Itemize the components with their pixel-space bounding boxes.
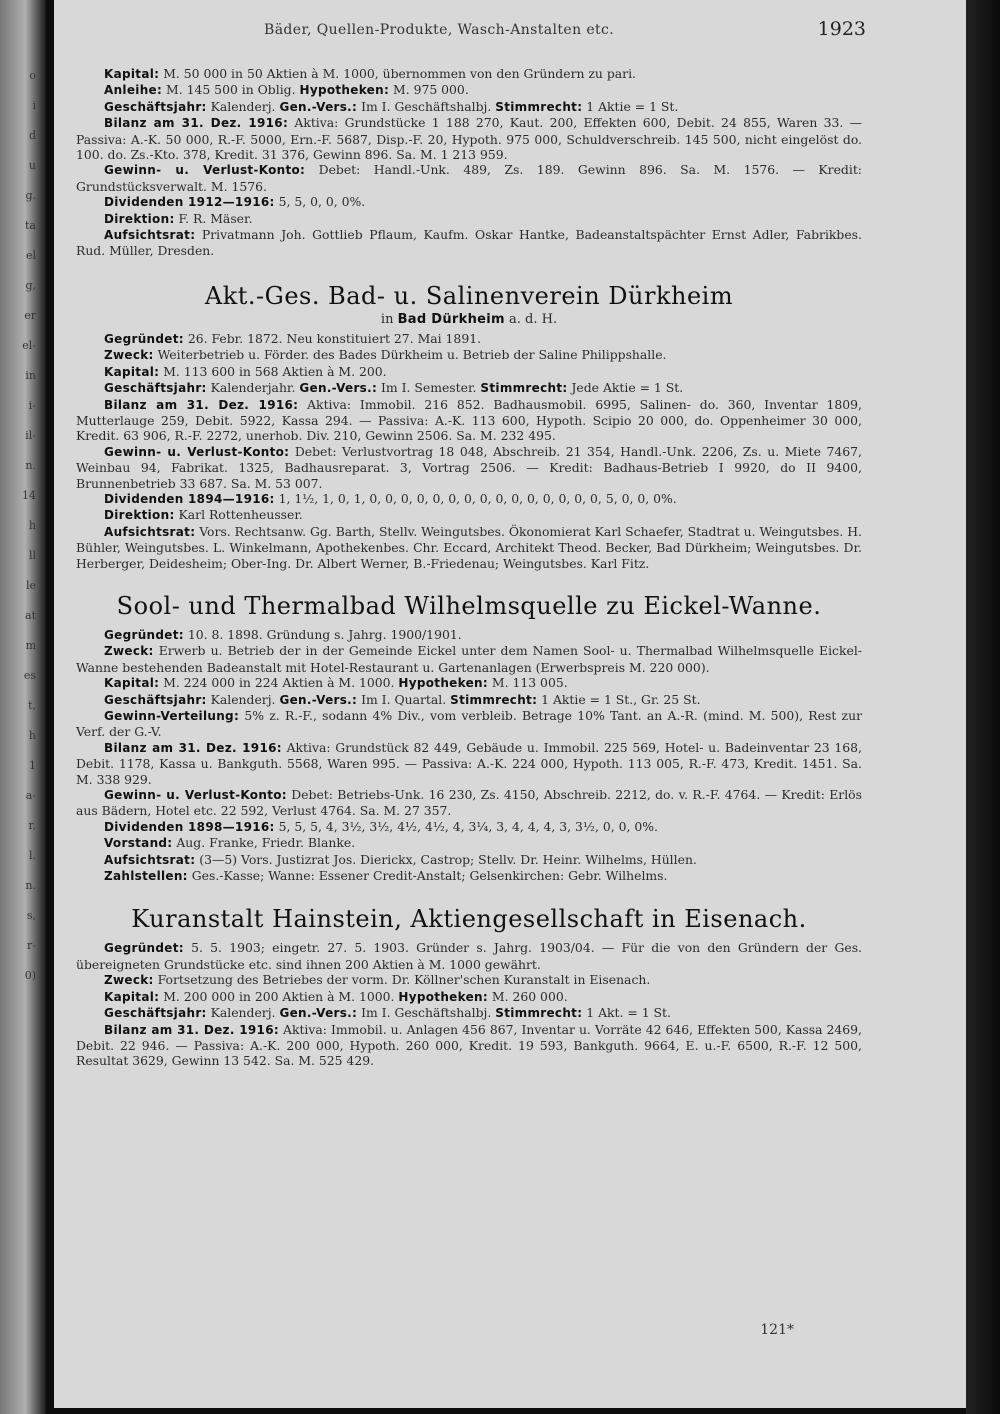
entry-label: Geschäftsjahr: (104, 1006, 207, 1021)
entry-text: M. 200 000 in 200 Aktien à M. 1000. (163, 988, 395, 1004)
subtitle-place: Bad Dürkheim (397, 311, 505, 327)
entry-label: Hypotheken: (398, 676, 488, 691)
margin-fragment: l. (28, 849, 36, 862)
entry (76, 787, 862, 819)
entry-text: 1 Aktie = 1 St., Gr. 25 St. (541, 691, 701, 707)
entry-text: Kalenderj. (210, 98, 276, 114)
section-hainstein (76, 940, 862, 1068)
entry-label: Stimmrecht: (450, 692, 538, 707)
margin-fragment: in (25, 369, 36, 382)
entry-text: Karl Rottenheusser. (178, 507, 303, 523)
entry-label: Dividenden 1898—1916: (104, 819, 275, 834)
document-page (54, 0, 966, 1408)
entry (76, 835, 862, 851)
section-title-hainstein: Kuranstalt Hainstein, Aktiengesellschaft in Eisenach. (131, 905, 807, 934)
section-continuation (76, 66, 862, 259)
margin-fragment: 1 (29, 759, 36, 772)
entry-text: Kalenderj. (210, 691, 276, 707)
entry-label: Gewinn- u. Verlust-Konto: (104, 788, 287, 803)
margin-fragment: el- (22, 339, 36, 352)
entry-label: Gewinn-Verteilung: (104, 709, 240, 723)
entry-text: Aktiva: Immobil. 216 852. Badhausmobil. 6995, Salinen- do. 360, Inventar 1809, Mutterlauge 259, Debit. 5922, Kassa 294. — Passiva: A.-K. 113 600, Hypoth. Scipio 20 000, do. Oppenheimer 30 000, Kredit. 63 906, R.-F. 2272, unerhob. Div. 210, Gewinn 2506. Sa. M. 232 495. (76, 396, 862, 444)
running-head (54, 18, 966, 46)
entry-label: Kapital: (104, 676, 160, 691)
entry-label: Hypotheken: (299, 83, 390, 98)
margin-fragment: n. (25, 459, 36, 472)
margin-fragment: n. (25, 879, 36, 892)
entry (76, 211, 862, 227)
entry (76, 227, 862, 259)
entry (76, 675, 862, 691)
entry-label: Gen.-Vers.: (279, 692, 358, 707)
margin-fragment: il- (25, 429, 36, 442)
section-subtitle-duerkheim (76, 311, 862, 329)
entry (76, 852, 862, 868)
entry-text: Im I. Quartal. (361, 691, 447, 707)
entry-text: 5. 5. 1903; eingetr. 27. 5. 1903. Gründer s. Jahrg. 1903/04. — Für die von den Gründern der Ges. übereigneten Grundstücke etc. sind ihnen 200 Aktien à M. 1000 gewährt. (76, 940, 862, 972)
entry-label: Gewinn- u. Verlust-Konto: (104, 444, 290, 459)
entry-text: Aktiva: Grundstücke 1 188 270, Kaut. 200, Effekten 600, Debit. 24 855, Waren 33. — Passiva: A.-K. 50 000, R.-F. 5000, Ern.-F. 5687, Disp.-F. 20, Hypoth. 975 000, Schuldverschreib. 145 500, nicht eingelöst do. 100. do. Zs.-Kto. 378, Kredit. 31 376, Gewinn 896. Sa. M. 1 213 959. (76, 115, 862, 163)
entry-label: Gen.-Vers.: (299, 381, 378, 396)
entry-label: Kapital: (104, 67, 160, 81)
entry-text: M. 113 600 in 568 Aktien à M. 200. (163, 363, 387, 379)
entry-text: Jede Aktie = 1 St. (571, 380, 684, 396)
entry-label: Gegründet: (104, 627, 184, 642)
margin-fragment: i (32, 99, 36, 112)
entry-label: Aufsichtsrat: (104, 228, 196, 243)
entry-label: Zweck: (104, 348, 154, 363)
subtitle-prefix: in (380, 311, 394, 327)
entry-label: Kapital: (104, 364, 160, 379)
entry-text: Im I. Semester. (381, 380, 477, 396)
entry-text: M. 224 000 in 224 Aktien à M. 1000. (163, 675, 395, 691)
margin-fragment: d (28, 129, 36, 142)
margin-fragment: 14 (22, 489, 36, 502)
entry-text: Vors. Rechtsanw. Gg. Barth, Stellv. Weingutsbes. Ökonomierat Karl Schaefer, Stadtrat u. Weingutsbes. H. Bühler, Weingutsbes. L. Winkelmann, Apothekenbes. Chr. Eccard, Architekt Theod. Becker, Bad Dürkheim; Weingutsbes. Dr. Herberger, Deidesheim; Ober-Ing. Dr. Albert Werner, B.-Friedenau; Weingutsbes. Karl Fitz. (76, 523, 862, 571)
margin-fragment: u (28, 159, 36, 172)
entry-text: Fortsetzung des Betriebes der vorm. Dr. Köllner'schen Kuranstalt in Eisenach. (157, 972, 651, 988)
margin-fragment: le (25, 579, 36, 592)
entry-label: Gegründet: (104, 331, 184, 346)
margin-fragment: 0) (24, 969, 36, 982)
entry-label: Geschäftsjahr: (104, 99, 207, 114)
entry (76, 194, 862, 210)
entry (76, 708, 862, 740)
entry-text: 1 Aktie = 1 St. (586, 98, 679, 114)
entry-text: Ges.-Kasse; Wanne: Essener Credit-Anstalt; Gelsenkirchen: Gebr. Wilhelms. (191, 868, 668, 884)
entry-label: Kapital: (104, 989, 160, 1004)
entry (76, 627, 862, 643)
entry-text: 5, 5, 5, 4, 3½, 3½, 4½, 4½, 4, 3¼, 3, 4, 4, 4, 3, 3½, 0, 0, 0%. (278, 818, 658, 834)
page-number: 1923 (817, 18, 866, 40)
entry-label: Vorstand: (104, 836, 173, 851)
subtitle-suffix: a. d. H. (509, 311, 558, 327)
entry-text: 1 Akt. = 1 St. (586, 1005, 671, 1021)
adjacent-page-strip (0, 0, 46, 1414)
margin-fragment: t, (28, 699, 36, 712)
signature-mark: 121* (760, 1322, 794, 1338)
entry (76, 162, 862, 194)
entry-label: Zweck: (104, 644, 154, 659)
entry (76, 524, 862, 571)
margin-fragment: es (23, 669, 36, 682)
entry-text: 1, 1½, 1, 0, 1, 0, 0, 0, 0, 0, 0, 0, 0, 0, 0, 0, 0, 0, 0, 0, 5, 0, 0, 0%. (278, 490, 677, 506)
entry-label: Hypotheken: (398, 989, 488, 1004)
entry-text: Aug. Franke, Friedr. Blanke. (176, 835, 356, 851)
margin-fragment: o (29, 69, 36, 82)
margin-fragment: er (24, 309, 36, 322)
margin-fragment: ll (28, 549, 36, 562)
entry (76, 115, 862, 162)
margin-fragment: g. (25, 189, 36, 202)
entry-label: Anleihe: (104, 83, 163, 98)
entry-text: 26. Febr. 1872. Neu konstituiert 27. Mai 1891. (187, 330, 482, 346)
entry-text: Debet: Betriebs-Unk. 16 230, Zs. 4150, Abschreib. 2212, do. v. R.-F. 4764. — Kredit: Erlös aus Bädern, Hotel etc. 22 592, Verlust 4764. Sa. M. 27 357. (76, 787, 862, 819)
margin-fragment: el (25, 249, 36, 262)
section-duerkheim (76, 331, 862, 571)
entry (76, 740, 862, 787)
entry-text: 5% z. R.-F., sodann 4% Div., vom verbleib. Betrage 10% Tant. an A.-R. (mind. M. 500), Rest zur Verf. der G.-V. (76, 708, 862, 740)
entry-text: Im I. Geschäftshalbj. (361, 98, 492, 114)
entry-label: Gen.-Vers.: (279, 1006, 358, 1021)
entry-text: Aktiva: Immobil. u. Anlagen 456 867, Inventar u. Vorräte 42 646, Effekten 500, Kassa 2469, Debit. 22 946. — Passiva: A.-K. 200 000, Hypoth. 260 000, Kredit. 19 593, Bankguth. 9664, E. u.-F. 6500, R.-F. 12 500, Resultat 3629, Gewinn 13 542. Sa. M. 525 429. (76, 1021, 862, 1069)
entry (76, 989, 862, 1005)
margin-fragment: r, (28, 819, 36, 832)
entry-text: Weiterbetrieb u. Förder. des Bades Dürkheim u. Betrieb der Saline Philippshalle. (157, 347, 667, 363)
entry-text: 5, 5, 0, 0, 0%. (278, 194, 366, 210)
entry-label: Bilanz am 31. Dez. 1916: (104, 116, 289, 131)
section-wilhelmsquelle (76, 627, 862, 885)
section-title-duerkheim: Akt.-Ges. Bad- u. Salinenverein Dürkheim (204, 281, 734, 310)
entry (76, 491, 862, 507)
entry-label: Bilanz am 31. Dez. 1916: (104, 397, 299, 412)
entry (76, 972, 862, 988)
entry-label: Gewinn- u. Verlust-Konto: (104, 163, 306, 178)
entry-label: Bilanz am 31. Dez. 1916: (104, 1022, 279, 1037)
running-head-title: Bäder, Quellen-Produkte, Wasch-Anstalten etc. (264, 22, 615, 38)
entry-label: Gen.-Vers.: (279, 99, 358, 114)
entry (76, 819, 862, 835)
entry-label: Stimmrecht: (495, 1006, 583, 1021)
margin-fragment: m (25, 639, 36, 652)
entry (76, 940, 862, 972)
entry-text: M. 975 000. (393, 82, 469, 98)
margin-fragment: i- (28, 399, 36, 412)
entry (76, 507, 862, 523)
entry (76, 643, 862, 675)
entry-text: Erwerb u. Betrieb der in der Gemeinde Eickel unter dem Namen Sool- u. Thermalbad Wilhelmsquelle Eickel-Wanne bestehenden Badeanstalt mit Hotel-Restaurant u. Gartenanlagen (Erwerbspreis M. 220 000). (76, 643, 862, 675)
entry-text: 10. 8. 1898. Gründung s. Jahrg. 1900/1901. (187, 626, 462, 642)
entry (76, 1022, 862, 1069)
entry-text: Debet: Handl.-Unk. 489, Zs. 189. Gewinn 896. Sa. M. 1576. — Kredit: Grundstücksverwalt. M. 1576. (76, 162, 862, 194)
entry-text: M. 113 005. (491, 675, 568, 691)
margin-fragment: at (25, 609, 36, 622)
entry (76, 1005, 862, 1021)
entry-label: Stimmrecht: (495, 99, 583, 114)
entry (76, 347, 862, 363)
margin-fragment: a- (25, 789, 36, 802)
entry (76, 99, 862, 115)
entry-label: Zahlstellen: (104, 869, 188, 884)
entry (76, 868, 862, 884)
entry-text: M. 260 000. (491, 988, 568, 1004)
page-content (76, 66, 862, 1069)
margin-fragment: h (28, 729, 36, 742)
entry-label: Gegründet: (104, 941, 184, 956)
entry (76, 444, 862, 491)
entry-text: Debet: Verlustvortrag 18 048, Abschreib. 21 354, Handl.-Unk. 2206, Zs. u. Miete 7467, Weinbau 94, Fabrikat. 1325, Badhausreparat. 3, Vortrag 2506. — Kredit: Badhaus-Betrieb I 9920, do II 9400, Brunnenbetrieb 33 687. Sa. M. 53 007. (76, 443, 862, 491)
entry (76, 364, 862, 380)
page-footer (54, 1322, 966, 1346)
margin-fragment: r- (27, 939, 36, 952)
entry-text: M. 50 000 in 50 Aktien à M. 1000, übernommen von den Gründern zu pari. (163, 66, 636, 81)
entry-text: Privatmann Joh. Gottlieb Pflaum, Kaufm. Oskar Hantke, Badeanstaltspächter Ernst Adler, Fabrikbes. Rud. Müller, Dresden. (76, 227, 862, 259)
entry-text: Kalenderj. (210, 1005, 276, 1021)
entry-text: F. R. Mäser. (178, 210, 253, 226)
margin-fragment: g, (25, 279, 36, 292)
entry (76, 66, 862, 82)
entry-text: Kalenderjahr. (210, 380, 296, 396)
section-title-wilhelmsquelle: Sool- und Thermalbad Wilhelmsquelle zu Eickel-Wanne. (116, 591, 822, 620)
entry-label: Dividenden 1894—1916: (104, 491, 275, 506)
margin-fragment: h (28, 519, 36, 532)
entry-label: Bilanz am 31. Dez. 1916: (104, 740, 282, 755)
entry (76, 397, 862, 444)
entry-label: Direktion: (104, 211, 175, 226)
entry-label: Direktion: (104, 508, 175, 523)
entry-text: Aktiva: Grundstück 82 449, Gebäude u. Immobil. 225 569, Hotel- u. Badeinventar 23 168, Debit. 1178, Kassa u. Bankguth. 5568, Waren 995. — Passiva: A.-K. 224 000, Hypoth. 113 005, R.-F. 473, Kredit. 1451. Sa. M. 338 929. (76, 739, 862, 787)
entry-label: Dividenden 1912—1916: (104, 195, 275, 210)
margin-fragment: ta (25, 219, 36, 232)
entry-label: Zweck: (104, 973, 154, 988)
right-edge-shadow (966, 0, 1000, 1414)
entry-label: Geschäftsjahr: (104, 692, 207, 707)
entry (76, 380, 862, 396)
entry-text: (3—5) Vors. Justizrat Jos. Dierickx, Castrop; Stellv. Dr. Heinr. Wilhelms, Hüllen. (199, 851, 697, 867)
entry-label: Stimmrecht: (480, 381, 568, 396)
entry (76, 331, 862, 347)
entry-text: M. 145 500 in Oblig. (166, 82, 296, 98)
entry (76, 692, 862, 708)
entry-text: Im I. Geschäftshalbj. (361, 1005, 492, 1021)
entry (76, 82, 862, 98)
entry-label: Aufsichtsrat: (104, 852, 196, 867)
entry-label: Aufsichtsrat: (104, 524, 196, 539)
margin-fragment: s, (26, 909, 36, 922)
entry-label: Geschäftsjahr: (104, 381, 207, 396)
